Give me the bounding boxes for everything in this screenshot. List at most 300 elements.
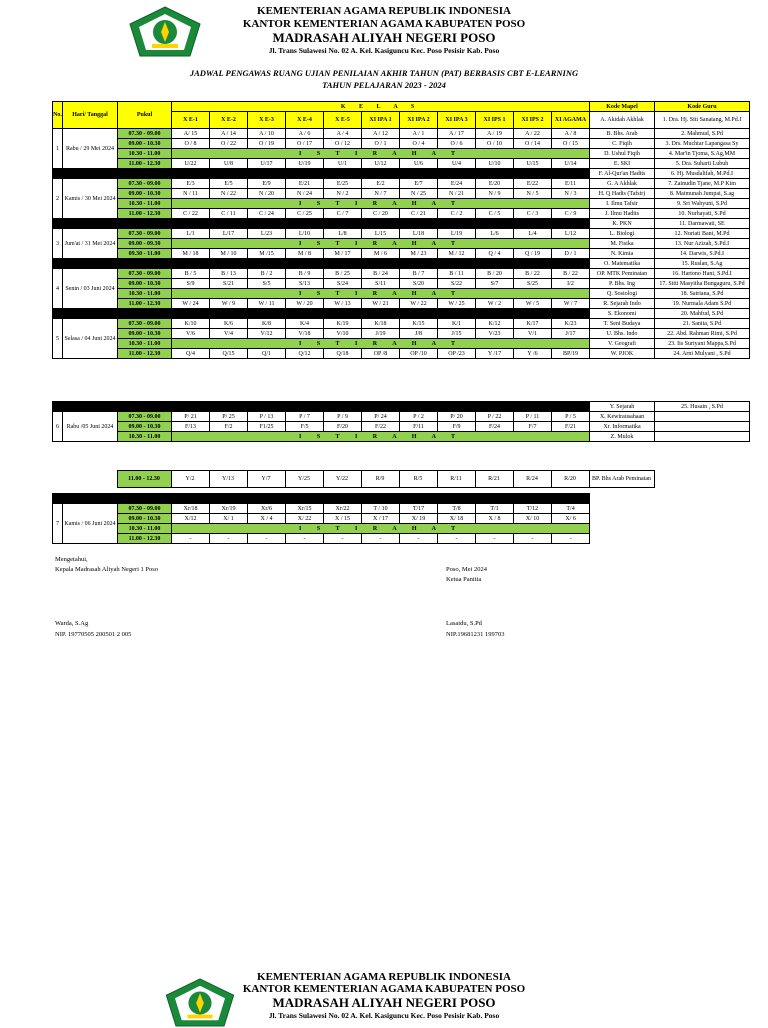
proctor-cell: X/ 6 [552, 514, 590, 524]
proctor-cell: F/5 [286, 422, 324, 432]
proctor-cell: S/25 [514, 279, 552, 289]
schedule-table [52, 101, 750, 359]
legend-mapel: Xr. Informatika [590, 422, 655, 432]
proctor-cell: P / 13 [248, 412, 286, 422]
table-row [53, 209, 750, 219]
proctor-cell: N / 5 [514, 189, 552, 199]
doc-subtitle: TAHUN PELAJARAN 2023 - 2024 [322, 80, 446, 90]
proctor-cell: Xr/15 [286, 504, 324, 514]
proctor-cell: O / 12 [324, 139, 362, 149]
legend-guru: 20. Mahfud, S.Pd [655, 309, 750, 319]
proctor-cell: T / 10 [362, 504, 400, 514]
proctor-cell: W / 11 [248, 299, 286, 309]
proctor-cell: Xr/6 [248, 504, 286, 514]
separator-row [53, 259, 750, 269]
time-slot: 09.00 - 10.30 [118, 514, 172, 524]
time-slot: 07.30 - 09.00 [118, 412, 172, 422]
proctor-cell: - [514, 534, 552, 544]
proctor-cell: R/11 [437, 471, 475, 488]
table-row [53, 179, 750, 189]
sign-left-role: Kepala Madrasah Aliyah Negeri 1 Poso [55, 566, 159, 573]
proctor-cell: L/19 [438, 229, 476, 239]
proctor-cell: F/21 [552, 422, 590, 432]
proctor-cell: P/ 24 [362, 412, 400, 422]
proctor-cell: B / 20 [476, 269, 514, 279]
proctor-cell: S/7 [476, 279, 514, 289]
time-slot: 09.00 - 10.30 [118, 279, 172, 289]
legend-guru [655, 412, 750, 422]
proctor-cell: K/17 [514, 319, 552, 329]
legend-guru: 10. Nurhayati, S.Pd [655, 209, 750, 219]
proctor-cell: C / 24 [248, 209, 286, 219]
proctor-cell: B / 22 [552, 269, 590, 279]
proctor-cell: S/13 [286, 279, 324, 289]
proctor-cell: L/1 [172, 229, 210, 239]
sign-left-label: Mengetahui, [55, 556, 88, 563]
proctor-cell: L/15 [362, 229, 400, 239]
proctor-cell: U/15 [514, 159, 552, 169]
proctor-cell: W / 5 [514, 299, 552, 309]
proctor-cell: Q/4 [172, 349, 210, 359]
legend-guru: 17. Sitti Masyitha Bungaguru, S.Pd [655, 279, 750, 289]
legend-guru: 1. Dra. Hj. Siti Sanatang, M.Pd.I [655, 112, 750, 129]
time-slot: 09.00 - 10.30 [118, 189, 172, 199]
legend-mapel: BP. Bhs Arab Peminatan [589, 471, 654, 488]
legend-guru [655, 422, 750, 432]
school-name: MADRASAH ALIYAH NEGERI POSO [272, 30, 496, 45]
proctor-cell: T/12 [514, 504, 552, 514]
legend-mapel: F. Al-Qur'an Hadits [590, 169, 655, 179]
proctor-cell: X/ 22 [286, 514, 324, 524]
table-row [53, 329, 750, 339]
proctor-cell: X / 8 [476, 514, 514, 524]
proctor-cell: E/22 [514, 179, 552, 189]
proctor-cell: J/17 [552, 329, 590, 339]
proctor-cell: U/10 [476, 159, 514, 169]
legend-mapel: M. Fisika [590, 239, 655, 249]
table-row [53, 229, 750, 239]
class-header: X E-2 [210, 112, 248, 129]
sign-right-name: Lasaidu, S.Pd [446, 620, 482, 627]
legend-guru: 16. Hartono Hani, S.Pd.I [655, 269, 750, 279]
day-number: 6 [53, 412, 63, 442]
proctor-cell: P/ 25 [210, 412, 248, 422]
proctor-cell: L/8 [324, 229, 362, 239]
legend-guru [655, 432, 750, 442]
proctor-cell: A / 17 [438, 129, 476, 139]
sign-left-name: Warda, S.Ag [55, 620, 89, 627]
proctor-cell: - [248, 534, 286, 544]
legend-mapel: Q. Sosiologi [590, 289, 655, 299]
proctor-cell: U/1 [324, 159, 362, 169]
separator-row [53, 169, 750, 179]
proctor-cell: U/19 [286, 159, 324, 169]
legend-mapel: B. Bhs. Arab [590, 129, 655, 139]
proctor-cell: Y/13 [209, 471, 247, 488]
proctor-cell: B / 2 [248, 269, 286, 279]
table-row [53, 319, 750, 329]
proctor-cell: E/7 [400, 179, 438, 189]
legend-guru: 12. Nuriati Bani, M.Pd [655, 229, 750, 239]
proctor-cell: A / 10 [248, 129, 286, 139]
proctor-cell: P / 5 [552, 412, 590, 422]
header-pukul: Pukul [118, 102, 172, 129]
proctor-cell: A / 12 [362, 129, 400, 139]
day-number: 3 [53, 229, 63, 259]
proctor-cell: - [362, 534, 400, 544]
proctor-cell: U/17 [248, 159, 286, 169]
proctor-cell: V/23 [476, 329, 514, 339]
proctor-cell: M / 17 [324, 249, 362, 259]
time-slot: 10.30 - 11.00 [118, 289, 172, 299]
proctor-cell: - [476, 534, 514, 544]
proctor-cell: B / 11 [438, 269, 476, 279]
class-header: X E-5 [324, 112, 362, 129]
class-header: X E-1 [172, 112, 210, 129]
legend-guru: 15. Ruslan, S.Ag [655, 259, 750, 269]
proctor-cell: K/10 [172, 319, 210, 329]
proctor-cell: T/17 [400, 504, 438, 514]
proctor-cell: - [172, 534, 210, 544]
proctor-cell: F/2 [210, 422, 248, 432]
time-slot: 07.30 - 09.00 [118, 179, 172, 189]
proctor-cell: O / 17 [286, 139, 324, 149]
proctor-cell: P / 22 [476, 412, 514, 422]
proctor-cell: V/18 [286, 329, 324, 339]
header-mapel: Kode Mapel [590, 102, 655, 112]
proctor-cell: W / 20 [286, 299, 324, 309]
proctor-cell: K/12 [476, 319, 514, 329]
legend-mapel: X. Kewirausahaan [590, 412, 655, 422]
proctor-cell: B / 9 [286, 269, 324, 279]
proctor-cell: P / 9 [324, 412, 362, 422]
proctor-cell: X / 4 [248, 514, 286, 524]
proctor-cell: Xr/22 [324, 504, 362, 514]
proctor-cell: - [286, 534, 324, 544]
class-header: XI IPS 1 [476, 112, 514, 129]
school-address: Jl. Trans Sulawesi No. 02 A. Kel. Kasiguncu Kec. Poso Pesisir Kab. Poso [268, 46, 500, 55]
proctor-cell: K/19 [324, 319, 362, 329]
day-date: Kamis / 30 Mei 2024 [63, 179, 118, 219]
proctor-cell: S/9 [172, 279, 210, 289]
proctor-cell: A / 4 [324, 129, 362, 139]
legend-mapel: A. Akidah Akhlak [590, 112, 655, 129]
proctor-cell: O / 14 [514, 139, 552, 149]
office-name: KANTOR KEMENTERIAN AGAMA KABUPATEN POSO [242, 983, 526, 995]
legend-guru: 5. Dra. Suharti Lubuh [655, 159, 750, 169]
time-slot: 09.00 - 10.30 [118, 139, 172, 149]
proctor-cell: C / 3 [514, 209, 552, 219]
proctor-cell: E/24 [438, 179, 476, 189]
proctor-cell: B / 7 [400, 269, 438, 279]
time-slot: 11.00 - 12.30 [118, 534, 172, 544]
schedule-table [52, 401, 750, 442]
sign-right-date: Poso, Mei 2024 [446, 566, 487, 573]
table-row [53, 149, 750, 159]
time-slot: 10.30 - 11.00 [118, 149, 172, 159]
table-row [53, 289, 750, 299]
proctor-cell: C / 2 [438, 209, 476, 219]
legend-mapel: I. Ilmu Tafsir [590, 199, 655, 209]
ministry-name: KEMENTERIAN AGAMA REPUBLIK INDONESIA [257, 5, 511, 17]
proctor-cell: Q/15 [210, 349, 248, 359]
proctor-cell: L/4 [514, 229, 552, 239]
class-header: X E-3 [248, 112, 286, 129]
break-row: I S T I R A H A T [172, 289, 590, 299]
schedule-table [52, 493, 750, 544]
school-address: Jl. Trans Sulawesi No. 02 A. Kel. Kasiguncu Kec. Poso Pesisir Kab. Poso [268, 1011, 500, 1020]
time-slot: 07.30 - 09.00 [118, 269, 172, 279]
legend-mapel: K. PKN [590, 219, 655, 229]
time-slot: 07.30 - 09.00 [118, 129, 172, 139]
proctor-cell: C / 25 [286, 209, 324, 219]
legend-guru: 21. Sanita, S.Pd [655, 319, 750, 329]
class-header: XI IPA 2 [400, 112, 438, 129]
proctor-cell: A / 1 [400, 129, 438, 139]
proctor-cell: W / 2 [476, 299, 514, 309]
proctor-cell: X/ 1 [210, 514, 248, 524]
class-header: XI AGAMA [552, 112, 590, 129]
proctor-cell: Y/7 [247, 471, 285, 488]
proctor-cell: M / 18 [172, 249, 210, 259]
ministry-name: KEMENTERIAN AGAMA REPUBLIK INDONESIA [257, 971, 511, 983]
proctor-cell: K/8 [248, 319, 286, 329]
separator-row [53, 402, 750, 412]
proctor-cell: - [210, 534, 248, 544]
proctor-cell: U/4 [438, 159, 476, 169]
legend-guru: 3. Drs. Muchtar Lapangasa Sy [655, 139, 750, 149]
proctor-cell: E/2 [362, 179, 400, 189]
proctor-cell: V/6 [172, 329, 210, 339]
legend-mapel: J. Ilmu Hadits [590, 209, 655, 219]
separator [53, 402, 590, 412]
table-row [53, 514, 750, 524]
sign-right-nip: NIP.19681231 199703 [446, 631, 505, 638]
table-cell [654, 471, 749, 488]
proctor-cell: R/9 [361, 471, 399, 488]
proctor-cell: L/17 [210, 229, 248, 239]
legend-mapel: Z. Mulok [590, 432, 655, 442]
proctor-cell: P / 2 [400, 412, 438, 422]
proctor-cell: O / 19 [248, 139, 286, 149]
day-number: 5 [53, 319, 63, 359]
proctor-cell: O / 10 [476, 139, 514, 149]
day-number: 4 [53, 269, 63, 309]
proctor-cell: Xr/18 [172, 504, 210, 514]
proctor-cell: A / 14 [210, 129, 248, 139]
proctor-cell: F1/25 [248, 422, 286, 432]
time-slot: 09.00 - 09.30 [118, 239, 172, 249]
proctor-cell: X/ 19 [400, 514, 438, 524]
proctor-cell: X/ 10 [514, 514, 552, 524]
legend-guru: 8. Maimunah Jumpai, S.ag [655, 189, 750, 199]
proctor-cell: K/15 [400, 319, 438, 329]
proctor-cell: L/18 [400, 229, 438, 239]
legend-mapel: R. Sejarah Indo [590, 299, 655, 309]
proctor-cell: S/5 [248, 279, 286, 289]
proctor-cell: X / 17 [362, 514, 400, 524]
proctor-cell: P/ 21 [172, 412, 210, 422]
schedule-table [52, 470, 749, 488]
proctor-cell: W / 13 [324, 299, 362, 309]
header-kelas: K E L A S [172, 102, 590, 112]
break-row: I S T I R A H A T [172, 199, 590, 209]
proctor-cell: N / 2 [324, 189, 362, 199]
proctor-cell: Q/18 [324, 349, 362, 359]
proctor-cell: W / 21 [362, 299, 400, 309]
legend-mapel: V. Geografi [590, 339, 655, 349]
proctor-cell: M / 8 [286, 249, 324, 259]
proctor-cell: U/6 [400, 159, 438, 169]
proctor-cell: K/18 [362, 319, 400, 329]
proctor-cell: M / 6 [362, 249, 400, 259]
break-row: I S T I R A H A T [172, 149, 590, 159]
proctor-cell: N / 11 [172, 189, 210, 199]
table-row [53, 524, 750, 534]
table-row [53, 299, 750, 309]
proctor-cell: J/15 [438, 329, 476, 339]
proctor-cell: Q/1 [248, 349, 286, 359]
proctor-cell: U/14 [552, 159, 590, 169]
legend-guru: 19. Nurmala Adam S.Pd [655, 299, 750, 309]
table-row [53, 422, 750, 432]
proctor-cell: N / 9 [476, 189, 514, 199]
time-slot: 11.00 - 12.30 [117, 471, 171, 488]
separator [53, 219, 590, 229]
legend-guru: 22. Abd. Rahman Rimi, S.Pd [655, 329, 750, 339]
legend-mapel: D. Ushul Fiqih [590, 149, 655, 159]
doc-title: JADWAL PENGAWAS RUANG UJIAN PENILAIAN AKHIR TAHUN (PAT) BERBASIS CBT E-LEARNING [189, 68, 579, 78]
proctor-cell: D / 1 [552, 249, 590, 259]
proctor-cell: F/11 [400, 422, 438, 432]
proctor-cell: O / 1 [362, 139, 400, 149]
proctor-cell: S/24 [324, 279, 362, 289]
proctor-cell: E/11 [552, 179, 590, 189]
proctor-cell: E/25 [324, 179, 362, 189]
proctor-cell: W / 24 [172, 299, 210, 309]
proctor-cell: Xr/19 [210, 504, 248, 514]
proctor-cell: OP /23 [438, 349, 476, 359]
proctor-cell: V/1 [514, 329, 552, 339]
proctor-cell: - [438, 534, 476, 544]
legend-mapel: Y. Sejarah [590, 402, 655, 412]
proctor-cell: C / 21 [400, 209, 438, 219]
separator-row [53, 494, 750, 504]
proctor-cell: W / 22 [400, 299, 438, 309]
proctor-cell: S/11 [362, 279, 400, 289]
day-date: Selasa / 04 Juni 2024 [63, 319, 118, 359]
proctor-cell: V/4 [210, 329, 248, 339]
proctor-cell: X/ 18 [438, 514, 476, 524]
time-slot: 07.30 - 09.00 [118, 229, 172, 239]
proctor-cell: V/10 [324, 329, 362, 339]
proctor-cell: B / 5 [172, 269, 210, 279]
proctor-cell: O / 22 [210, 139, 248, 149]
proctor-cell: F/20 [324, 422, 362, 432]
sign-left-nip: NIP. 19770505 200501 2 005 [55, 631, 132, 638]
proctor-cell: Y /6 [514, 349, 552, 359]
proctor-cell: A/ 15 [172, 129, 210, 139]
legend-guru: 23. Iis Suriyani Mappa,S.Pd [655, 339, 750, 349]
proctor-cell: Y/22 [323, 471, 361, 488]
break-row: I S T I R A H A T [172, 432, 590, 442]
break-row: I S T I R A H A T [172, 339, 590, 349]
proctor-cell: J/8 [400, 329, 438, 339]
table-row [53, 349, 750, 359]
proctor-cell: B / 13 [210, 269, 248, 279]
class-header: XI IPS 2 [514, 112, 552, 129]
proctor-cell: P / 7 [286, 412, 324, 422]
proctor-cell: O / 6 [438, 139, 476, 149]
day-date: Rabu /05 Juni 2024 [63, 412, 118, 442]
time-slot: 11.00 - 12.30 [118, 209, 172, 219]
legend-guru: 6. Hj. Musdalifah, M.Pd.I [655, 169, 750, 179]
day-date: Jum'at / 31 Mei 2024 [63, 229, 118, 259]
time-slot: 10.30 - 11.00 [118, 199, 172, 209]
proctor-cell: Q / 19 [514, 249, 552, 259]
header-guru: Kode Guru [655, 102, 750, 112]
class-header: XI IPA 3 [438, 112, 476, 129]
proctor-cell: N / 25 [400, 189, 438, 199]
proctor-cell: C / 9 [552, 209, 590, 219]
legend-mapel: C. Fiqih [590, 139, 655, 149]
legend-guru: 2. Mahmud, S.Pd [655, 129, 750, 139]
office-name: KANTOR KEMENTERIAN AGAMA KABUPATEN POSO [242, 18, 526, 30]
proctor-cell: E/20 [476, 179, 514, 189]
proctor-cell: B / 25 [324, 269, 362, 279]
proctor-cell: U/12 [362, 159, 400, 169]
proctor-cell: E/9 [248, 179, 286, 189]
table-cell [62, 471, 117, 488]
proctor-cell: V/12 [248, 329, 286, 339]
proctor-cell: K/6 [210, 319, 248, 329]
time-slot: 09.00 - 10.30 [118, 422, 172, 432]
table-row [53, 432, 750, 442]
separator [53, 169, 590, 179]
proctor-cell: W / 25 [438, 299, 476, 309]
school-name: MADRASAH ALIYAH NEGERI POSO [272, 995, 496, 1010]
proctor-cell: R/21 [475, 471, 513, 488]
proctor-cell: M / 23 [400, 249, 438, 259]
proctor-cell: K/1 [438, 319, 476, 329]
day-number: 2 [53, 179, 63, 219]
proctor-cell: W / 7 [552, 299, 590, 309]
legend-mapel: G. A Akhlak [590, 179, 655, 189]
proctor-cell: X / 15 [324, 514, 362, 524]
proctor-cell: C / 22 [172, 209, 210, 219]
legend-mapel: O. Matematika [590, 259, 655, 269]
proctor-cell: A / 8 [552, 129, 590, 139]
proctor-cell: S/21 [210, 279, 248, 289]
time-slot: 11.00 - 12.30 [118, 349, 172, 359]
proctor-cell: A / 6 [286, 129, 324, 139]
legend-mapel: S. Ekonomi [590, 309, 655, 319]
proctor-cell: Y/25 [285, 471, 323, 488]
proctor-cell: P/ 20 [438, 412, 476, 422]
proctor-cell: OP /8 [362, 349, 400, 359]
table-row [53, 189, 750, 199]
legend-mapel: H. Q Hadis (Tafsir) [590, 189, 655, 199]
header-no: No. [53, 102, 63, 129]
legend-mapel: U. Bhs. Indo [590, 329, 655, 339]
proctor-cell: N / 3 [552, 189, 590, 199]
proctor-cell: U/8 [210, 159, 248, 169]
legend-guru: 13. Nur Azizah, S.Pd.I [655, 239, 750, 249]
proctor-cell: C / 7 [324, 209, 362, 219]
time-slot: 09.30 - 11.00 [118, 249, 172, 259]
legend-mapel: N. Kimia [590, 249, 655, 259]
legend-guru: 7. Zainudin Tjane, M.P Kim [655, 179, 750, 189]
